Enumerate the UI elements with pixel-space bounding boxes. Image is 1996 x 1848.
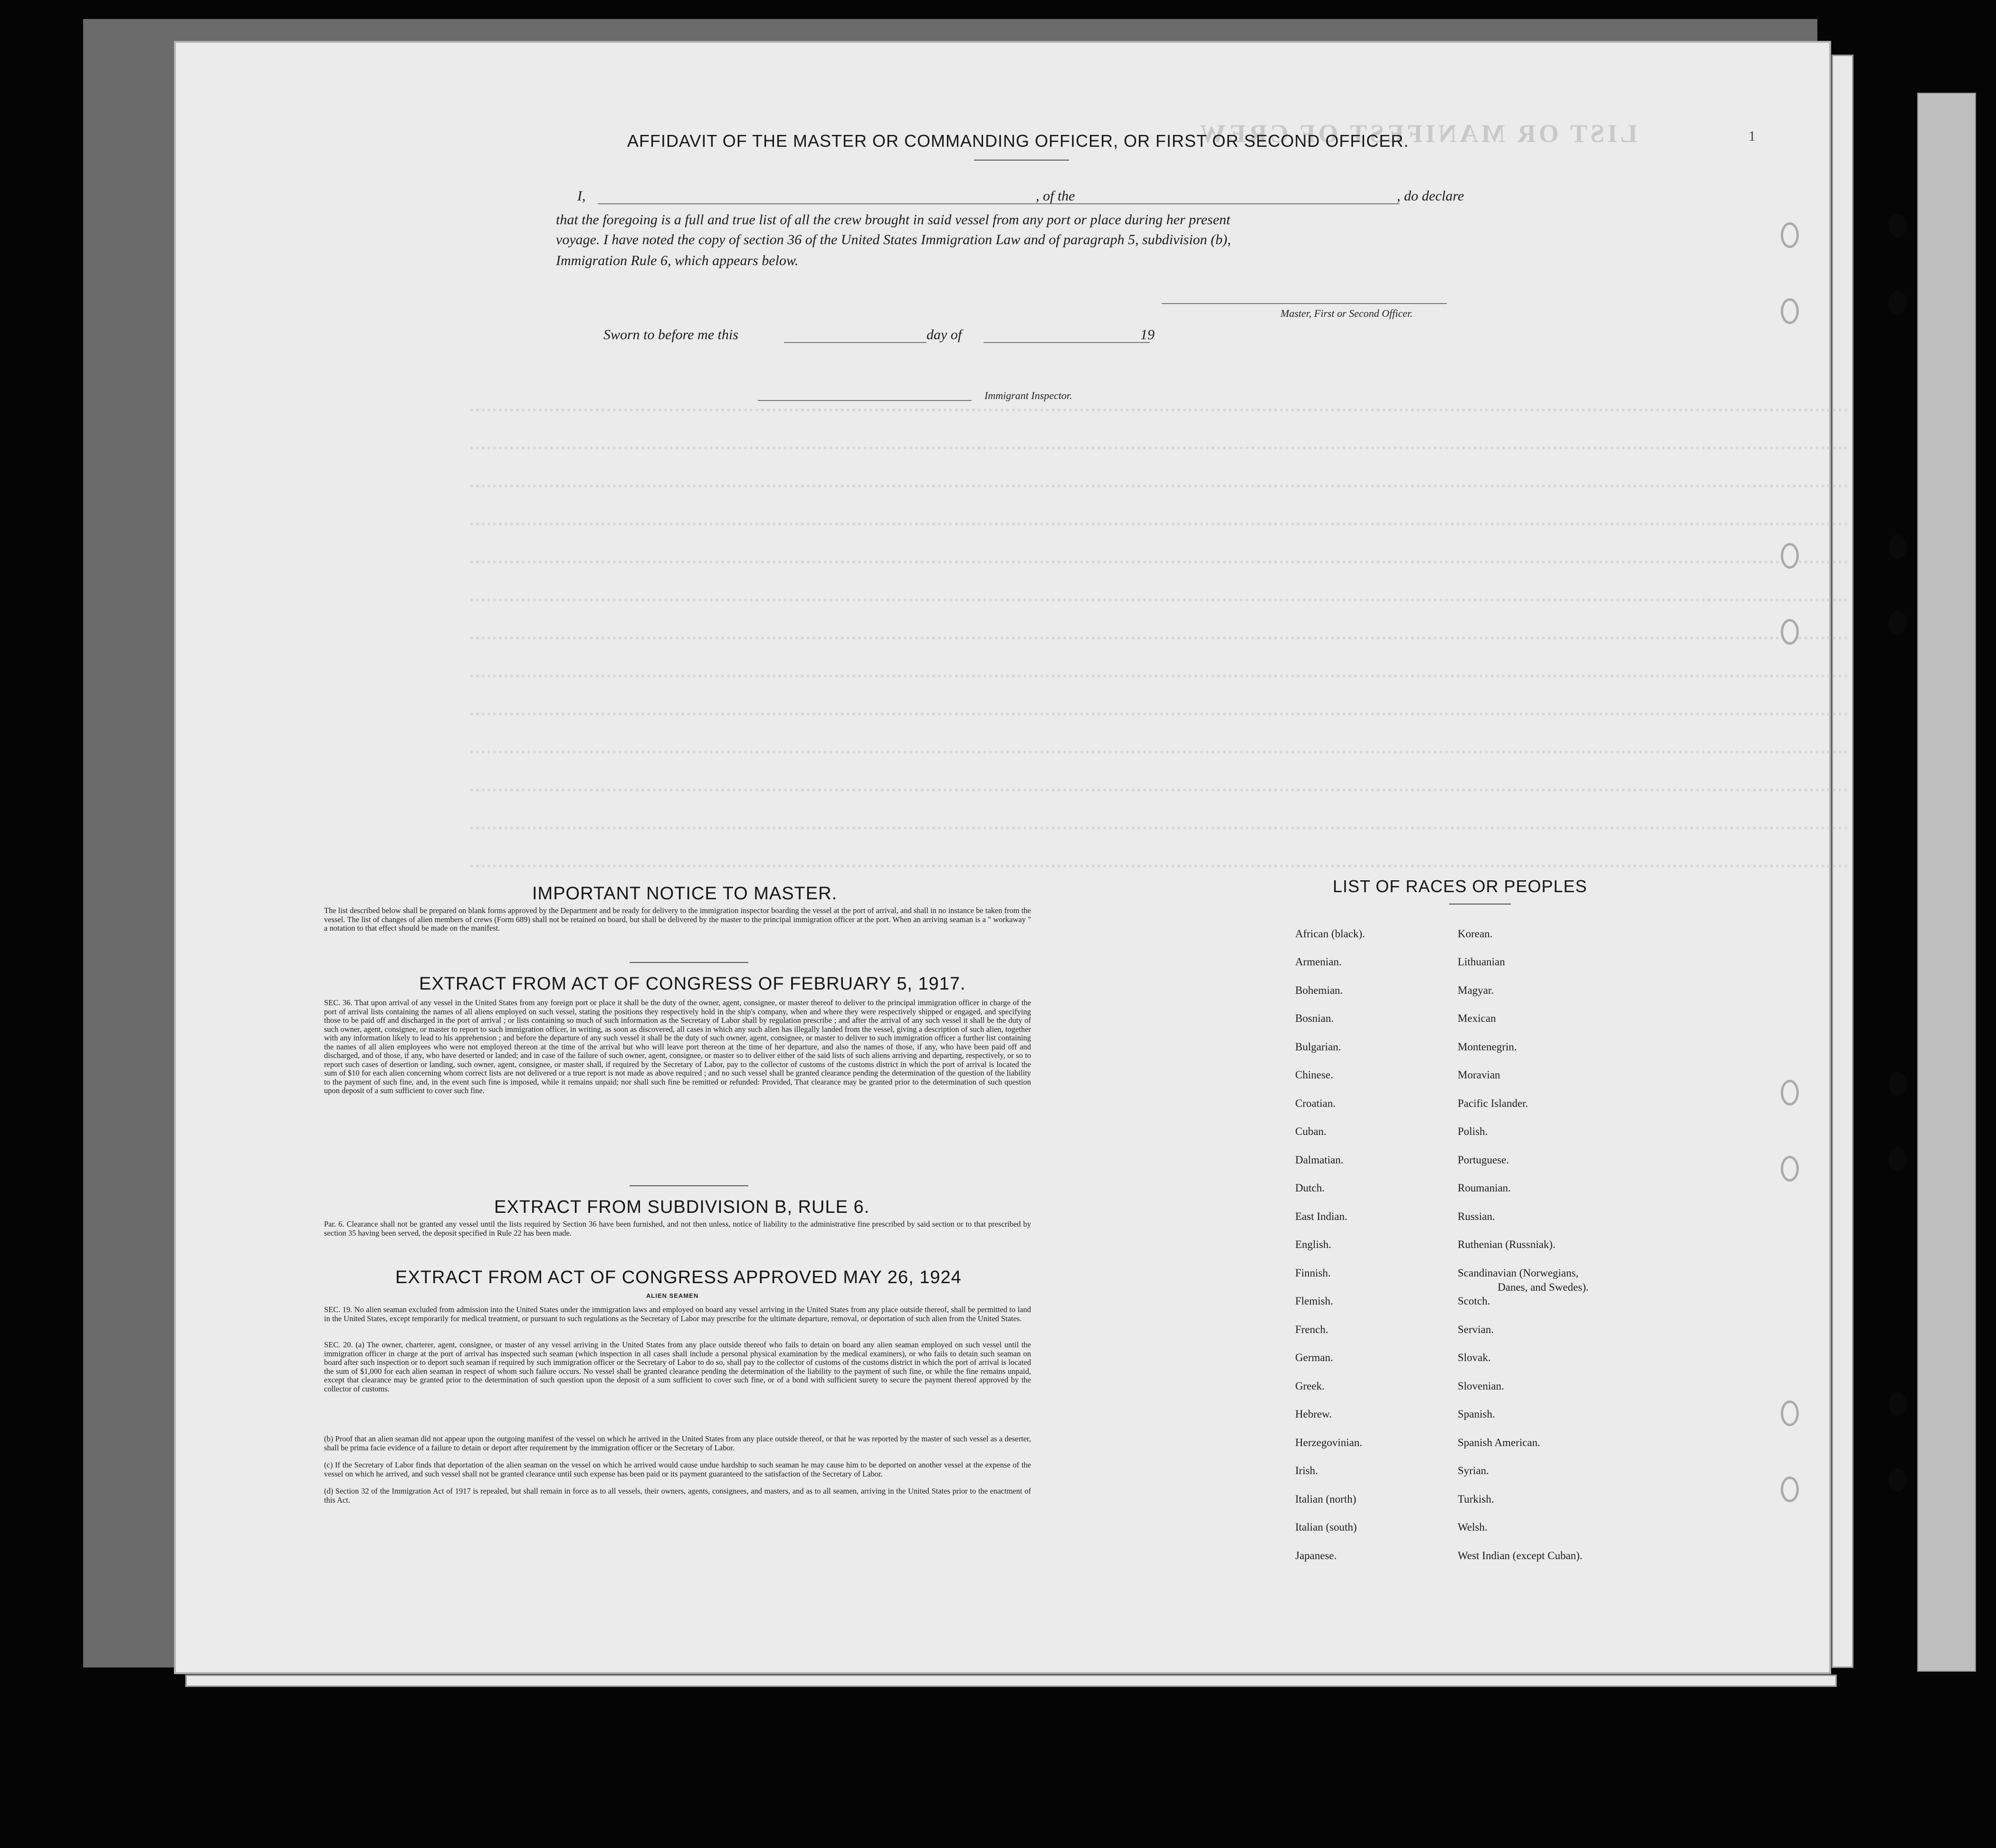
page-edge-bottom (185, 1675, 1837, 1687)
bleed-through-row (470, 637, 1848, 639)
margin-mark: 1 (1748, 128, 1756, 144)
sworn-month-blank[interactable] (984, 342, 1150, 343)
race-item: Hebrew. (1295, 1408, 1332, 1420)
notice-text: The list described below shall be prepared on blank forms approved by the Department and be ready for delivery to the immigration inspector boarding the vessel at the port of arrival, and shall in no instance be taken from the vessel. The list of changes of alien members of crews (Form 689) shall not be retained on board, but shall be delivered by the master to the principal immigration officer at the port. When an arriving seaman is a " workaway " a notation to that effect should be made on the manifest. (324, 906, 1031, 933)
race-item: West Indian (except Cuban). (1458, 1550, 1583, 1562)
race-item: Syrian. (1458, 1465, 1489, 1476)
races-title-rule (1449, 904, 1511, 905)
bleed-through-row (470, 447, 1848, 449)
race-item: Dutch. (1295, 1182, 1325, 1194)
race-item: Scandinavian (Norwegians, (1458, 1267, 1579, 1279)
extract-1924-sec20c: (c) If the Secretary of Labor finds that deportation of the alien seaman on the vessel on which he arrived would cause undue hardship to such seaman he may cause him to be deported on another vessel at the expense of the vessel on which he arrived, and such vessel shall not be granted clearance until such expense has been paid or its payment guaranteed to the satisfaction of the Secretary of Labor. (324, 1460, 1031, 1478)
race-item: Slovenian. (1458, 1380, 1504, 1392)
race-item: Irish. (1295, 1465, 1318, 1476)
bleed-through-row (470, 827, 1848, 829)
manifest-page (176, 43, 1829, 1672)
binder-hole (1889, 214, 1907, 238)
affidavit-of-the: , of the (1036, 188, 1075, 204)
bleed-through-row (470, 751, 1848, 753)
extract-1917-text: SEC. 36. That upon arrival of any vessel in the United States from any foreign port or place it shall be the duty of the owner, agent, consignee, or master thereof to deliver to the principal immigration officer in charge of the port of arrival lists containing the names of all aliens employed on such vessel, stating the positions they respectively hold in the ship's company, when and where they were respectively shipped or engaged, and specifying those to be paid off and discharged in the port of arrival ; or lists containing so much of such information as the Secretary of Labor shall by regulation prescribe ; and after the arrival of any such vessel it shall be the duty of such owner, agent, consignee, or master to report to such immigration officer, in writing, as soon as discovered, all cases in which any such alien has illegally landed from the vessel, giving a description of such alien, together with any information likely to lead to his apprehension ; and before the departure of any such vessel it shall be the duty of such owner, agent, consignee, or master to deliver to such immigration officer a further list containing the names of all alien employees who were not employed thereon at the time of the arrival but who will leave port thereon at the time of her departure, and also the names of those, if any, who have been paid off and discharged, and of those, if any, who have deserted or landed; and in case of the failure of such owner, agent, consignee, or master so to deliver either of the said lists of such aliens arriving and departing, respectively, or so to report such cases of desertion or landing, such owner, agent, consignee, or master shall, if required by the Secretary of Labor, pay to the collector of customs of the customs district in which the port of arrival is located the sum of $10 for each alien concerning whom correct lists are not delivered or a true report is not made as above required ; and no such vessel shall be granted clearance pending the determination of the question of the liability to the payment of such fine, and, in the event such fine is imposed, while it remains unpaid; nor shall such fine be remitted or refunded: Provided, That clearance may be granted prior to the determination of such question upon deposit of a sum sufficient to cover such fine. (324, 998, 1031, 1095)
punch-hole-ring (1781, 298, 1799, 324)
extract-rule6-title: EXTRACT FROM SUBDIVISION B, RULE 6. (494, 1197, 870, 1217)
punch-hole-ring (1781, 1156, 1799, 1181)
binder-hole (1889, 535, 1907, 559)
race-item: Polish. (1458, 1125, 1488, 1137)
extract-1924-sec19: SEC. 19. No alien seaman excluded from admission into the United States under the immigration laws and employed on board any vessel arriving in the United States from any place outside thereof, shall be permitted to land in the United States, except temporarily for medical treatment, or pursuant to such regulations as the Secretary of Labor may prescribe for the ultimate departure, removal, or deportation of such alien from the United States. (324, 1305, 1031, 1323)
extract-1924-sec20d: (d) Section 32 of the Immigration Act of 1917 is repealed, but shall remain in force as to all vessels, their owners, agents, consignees, and masters, and as to all seamen, arriving in the United States prior to the enactment of this Act. (324, 1486, 1031, 1505)
race-item: Lithuanian (1458, 956, 1505, 968)
race-item: Mexican (1458, 1012, 1496, 1024)
binder-hole (1889, 291, 1907, 314)
race-item: Greek. (1295, 1380, 1325, 1392)
section-divider (630, 962, 748, 963)
extract-1917-title: EXTRACT FROM ACT OF CONGRESS OF FEBRUARY 5, 1917. (419, 974, 966, 994)
race-item: Dalmatian. (1295, 1154, 1344, 1166)
bleed-through-row (470, 523, 1848, 525)
binder-hole (1889, 1148, 1907, 1172)
race-item: Scotch. (1458, 1295, 1490, 1307)
race-item: Magyar. (1458, 984, 1494, 996)
notice-title: IMPORTANT NOTICE TO MASTER. (532, 884, 838, 904)
binder-hole (1889, 1392, 1907, 1416)
sworn-day-blank[interactable] (784, 342, 926, 343)
race-item: Spanish American. (1458, 1437, 1540, 1448)
vessel-blank[interactable] (1090, 203, 1399, 204)
race-item: Montenegrin. (1458, 1041, 1517, 1053)
race-item: East Indian. (1295, 1210, 1347, 1222)
sworn-prefix: Sworn to before me this (603, 327, 738, 343)
punch-hole-ring (1781, 543, 1799, 569)
bleed-through-row (470, 485, 1848, 487)
race-item: Armenian. (1295, 956, 1342, 968)
race-item: Welsh. (1458, 1521, 1488, 1533)
bleed-through-row (470, 713, 1848, 715)
affidavit-line-2: that the foregoing is a full and true list of all the crew brought in said vessel from any port or place during her present (556, 212, 1231, 228)
punch-hole-ring (1781, 222, 1799, 248)
race-item: Ruthenian (Russniak). (1458, 1238, 1556, 1250)
race-item: Flemish. (1295, 1295, 1333, 1307)
inspector-blank[interactable] (758, 400, 972, 401)
bleed-through-row (470, 409, 1848, 411)
sworn-year: 19 (1140, 327, 1155, 343)
race-item: Moravian (1458, 1069, 1500, 1081)
affidavit-title-rule (974, 160, 1069, 161)
race-item: English. (1295, 1238, 1332, 1250)
bleed-through-row (470, 561, 1848, 563)
race-item: Bosnian. (1295, 1012, 1334, 1024)
affidavit-line-4: Immigration Rule 6, which appears below. (556, 253, 799, 268)
race-item-continued: Danes, and Swedes). (1498, 1281, 1589, 1293)
race-item: German. (1295, 1352, 1333, 1363)
race-item: Finnish. (1295, 1267, 1331, 1279)
signature-label: Master, First or Second Officer. (1280, 307, 1413, 319)
bleed-through-heading: LIST OR MANIFEST OF CREW (1197, 119, 1638, 148)
race-item: Croatian. (1295, 1097, 1336, 1109)
race-item: Russian. (1458, 1210, 1495, 1222)
punch-hole-ring (1781, 1400, 1799, 1426)
binder-hole (1889, 611, 1907, 635)
affidavit-i: I, (577, 188, 586, 204)
races-title: LIST OF RACES OR PEOPLES (1333, 876, 1587, 896)
binder-tab (1917, 93, 1976, 1672)
race-item: Turkish. (1458, 1493, 1494, 1505)
race-item: Bohemian. (1295, 984, 1343, 996)
race-item: Cuban. (1295, 1125, 1327, 1137)
race-item: Chinese. (1295, 1069, 1333, 1081)
sworn-day-of: day of (926, 327, 962, 343)
race-item: Spanish. (1458, 1408, 1495, 1420)
race-item: Herzegovinian. (1295, 1437, 1363, 1448)
punch-hole-ring (1781, 619, 1799, 645)
extract-1924-subtitle: ALIEN SEAMEN (646, 1292, 699, 1299)
race-item: Slovak. (1458, 1352, 1491, 1363)
race-item: Servian. (1458, 1324, 1494, 1335)
bleed-through-row (470, 675, 1848, 677)
binder-hole (1889, 1468, 1907, 1492)
affidavit-title: AFFIDAVIT OF THE MASTER OR COMMANDING OFFICER, OR FIRST OR SECOND OFFICER. (627, 131, 1409, 151)
section-divider (630, 1185, 748, 1186)
race-item: French. (1295, 1324, 1328, 1335)
bleed-through-row (470, 865, 1848, 867)
race-item: Bulgarian. (1295, 1041, 1341, 1053)
race-item: Italian (south) (1295, 1521, 1357, 1533)
punch-hole-ring (1781, 1476, 1799, 1502)
inspector-label: Immigrant Inspector. (984, 390, 1072, 401)
binder-hole (1889, 1072, 1907, 1095)
race-item: Korean. (1458, 928, 1493, 940)
race-item: Italian (north) (1295, 1493, 1356, 1505)
extract-rule6-text: Par. 6. Clearance shall not be granted any vessel until the lists required by Section 36 have been furnished, and not then unless, notice of liability to the administrative fine prescribed by said section or to that prescribed by section 35 having been served, the deposit specified in Rule 22 has been made. (324, 1219, 1031, 1238)
affidavit-line-3: voyage. I have noted the copy of section 36 of the United States Immigration Law and of paragraph 5, subdivision (b), (556, 232, 1231, 248)
race-item: Roumanian. (1458, 1182, 1511, 1194)
race-item: African (black). (1295, 928, 1365, 940)
race-item: Japanese. (1295, 1550, 1337, 1562)
affidavit-declare: , do declare (1397, 188, 1464, 204)
race-item: Portuguese. (1458, 1154, 1509, 1166)
extract-1924-sec20a: SEC. 20. (a) The owner, charterer, agent, consignee, or master of any vessel arriving in the United States from any place outside thereof who fails to detain on board any alien seaman employed on such vessel until the immigration officer in charge at the port of arrival has inspected such seaman (which inspection in all cases shall include a personal physical examination by the medical examiners), or who fails to detain such seaman on board after such inspection or to deport such seaman if required by such immigration officer or the Secretary of Labor to do so, shall pay to the collector of customs of the customs district in which the port of arrival is located the sum of $1,000 for each alien seaman in respect of whom such failure occurs. No vessel shall be granted clearance pending the determination of the liability to the payment of such fine, or while the fine remains unpaid, except that clearance may be granted prior to the determination of such question upon the deposit of a sum sufficient to cover such fine, or of a bond with sufficient surety to secure the payment thereof approved by the collector of customs. (324, 1340, 1031, 1393)
bleed-through-row (470, 789, 1848, 791)
punch-hole-ring (1781, 1080, 1799, 1105)
page-edge-right (1832, 55, 1853, 1668)
race-item: Pacific Islander. (1458, 1097, 1528, 1109)
extract-1924-title: EXTRACT FROM ACT OF CONGRESS APPROVED MAY 26, 1924 (395, 1267, 962, 1287)
extract-1924-sec20b: (b) Proof that an alien seaman did not appear upon the outgoing manifest of the vessel on which he arrived in the United States from any place outside thereof, or that he was reported by the master of such vessel as a deserter, shall be prima facie evidence of a failure to detain or deport after requirement by the immigration officer or the Secretary of Labor. (324, 1434, 1031, 1452)
signature-blank[interactable] (1162, 303, 1447, 304)
bleed-through-row (470, 599, 1848, 601)
